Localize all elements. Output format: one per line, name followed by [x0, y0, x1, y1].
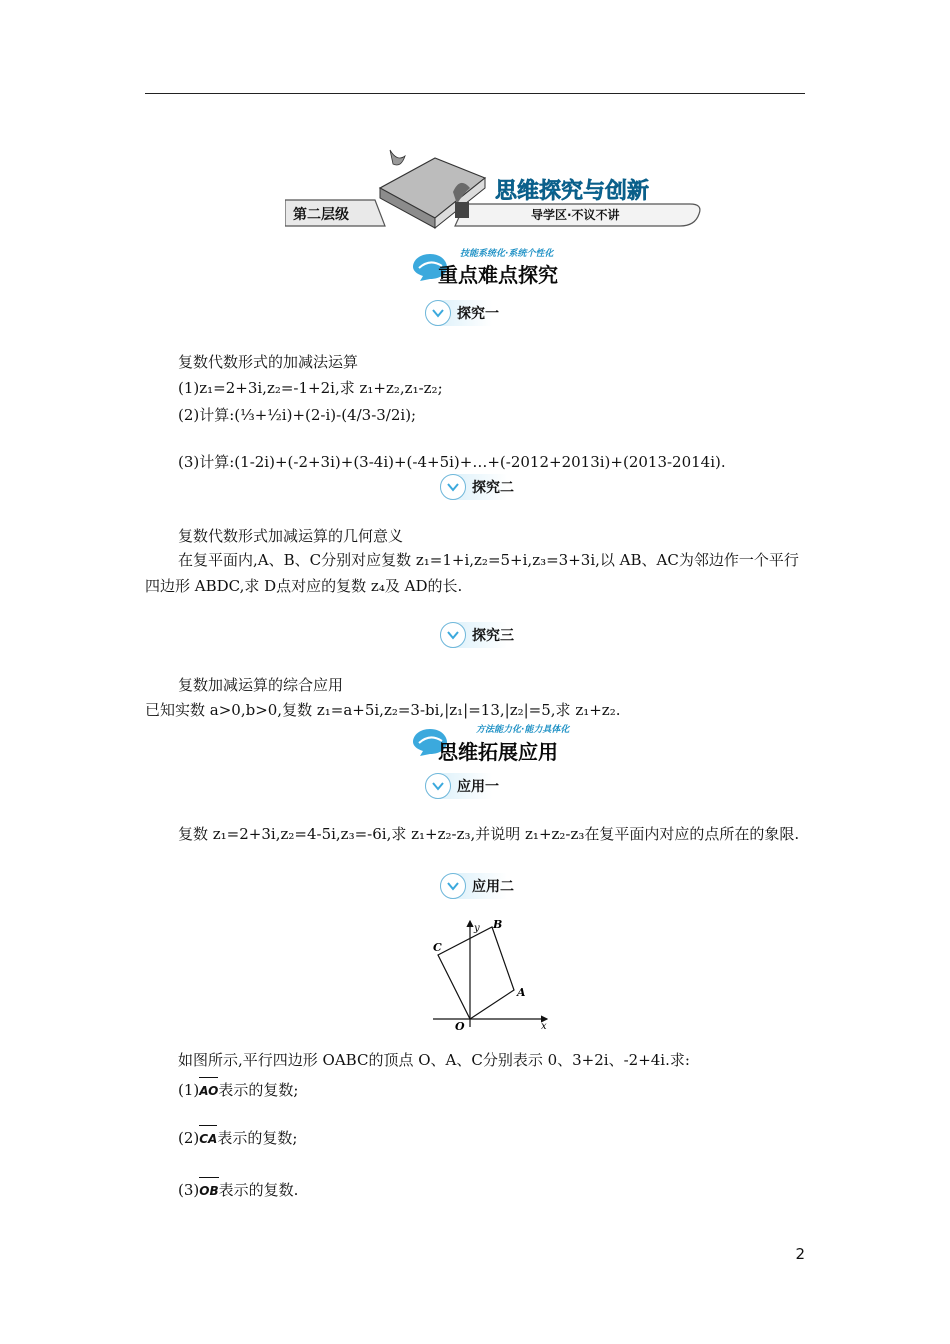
- explore1-q1: (1)z₁=2+3i,z₂=-1+2i,求 z₁+z₂,z₁-z₂;: [178, 379, 443, 397]
- label-a: A: [517, 986, 526, 999]
- apply2-q1: [178, 1080, 298, 1101]
- pill-explore-2: [440, 474, 536, 500]
- vector-ca-label: CA: [199, 1132, 218, 1146]
- parallelogram-oabc: [438, 927, 514, 1019]
- vector-ob: [199, 1181, 218, 1201]
- label-b: B: [493, 918, 503, 931]
- section-title-2: 思维拓展应用: [438, 740, 558, 764]
- explore3-body: 已知实数 a>0,b>0,复数 z₁=a+5i,z₂=3-bi,|z₁|=13,|z₂|=5,求 z₁+z₂.: [145, 701, 621, 719]
- apply1-body: 复数 z₁=2+3i,z₂=4-5i,z₃=-6i,求 z₁+z₂-z₃,并说明 z₁+z₂-z₃在复平面内对应的点所在的象限.: [178, 825, 800, 843]
- section-header-1: [412, 246, 592, 286]
- chevron-down-icon: [440, 622, 466, 648]
- explore2-heading: 复数代数形式加减运算的几何意义: [178, 527, 404, 545]
- pill-label: 应用二: [472, 879, 514, 895]
- vector-ob-label: OB: [199, 1184, 219, 1198]
- header-rule: [145, 93, 805, 94]
- pill-apply-1: [425, 773, 521, 799]
- apply2-q3: [178, 1180, 298, 1201]
- q2-suffix: 表示的复数;: [217, 1129, 298, 1147]
- label-c: C: [433, 941, 442, 954]
- level-banner: [285, 148, 703, 232]
- q2-prefix: (2): [178, 1129, 200, 1147]
- pill-explore-3: [440, 622, 536, 648]
- butterfly-icon: [390, 150, 405, 165]
- q1-prefix: (1): [178, 1081, 200, 1099]
- explore1-q2: (2)计算:(⅓+½i)+(2-i)-(4/3-3/2i);: [178, 406, 417, 424]
- apply2-q2: [178, 1128, 297, 1149]
- chevron-down-icon: [440, 873, 466, 899]
- pill-label: 应用一: [457, 779, 499, 795]
- section-header-2: [412, 720, 612, 762]
- chevron-down-icon: [425, 773, 451, 799]
- banner-subtitle: 导学区·不议不讲: [531, 208, 620, 222]
- q1-suffix: 表示的复数;: [218, 1081, 299, 1099]
- explore1-heading: 复数代数形式的加减法运算: [178, 353, 359, 371]
- chevron-down-icon: [425, 300, 451, 326]
- vector-ca: [199, 1129, 217, 1149]
- level-tag: 第二层级: [293, 207, 349, 223]
- section-tagline-1: 技能系统化·系统个性化: [460, 249, 554, 259]
- pill-label: 探究二: [472, 480, 514, 496]
- apply2-intro: 如图所示,平行四边形 OABC的顶点 O、A、C分别表示 0、3+2i、-2+4i.求:: [178, 1051, 690, 1069]
- section-title-1: 重点难点探究: [438, 263, 558, 287]
- pill-label: 探究三: [472, 628, 514, 644]
- q3-prefix: (3): [178, 1181, 200, 1199]
- explore1-q3: (3)计算:(1-2i)+(-2+3i)+(3-4i)+(-4+5i)+…+(-2012+2013i)+(2013-2014i).: [178, 453, 726, 471]
- section-tagline-2: 方法能力化·能力具体化: [476, 725, 570, 735]
- pill-explore-1: [425, 300, 521, 326]
- label-y: y: [474, 923, 480, 934]
- parallelogram-figure: [425, 915, 560, 1035]
- vector-ao: [199, 1081, 218, 1101]
- vector-ao-label: AO: [199, 1084, 219, 1098]
- q3-suffix: 表示的复数.: [218, 1181, 299, 1199]
- banner-title: 思维探究与创新: [495, 179, 650, 204]
- label-x: x: [541, 1021, 547, 1032]
- page-number: 2: [795, 1245, 805, 1263]
- label-o: O: [455, 1020, 465, 1033]
- pill-label: 探究一: [457, 306, 499, 322]
- explore2-body: 在复平面内,A、B、C分别对应复数 z₁=1+i,z₂=5+i,z₃=3+3i,以 AB、AC为邻边作一个平行四边形 ABDC,求 D点对应的复数 z₄及 AD的长.: [145, 551, 799, 595]
- explore3-heading: 复数加减运算的综合应用: [178, 676, 344, 694]
- chevron-down-icon: [440, 474, 466, 500]
- pill-apply-2: [440, 873, 536, 899]
